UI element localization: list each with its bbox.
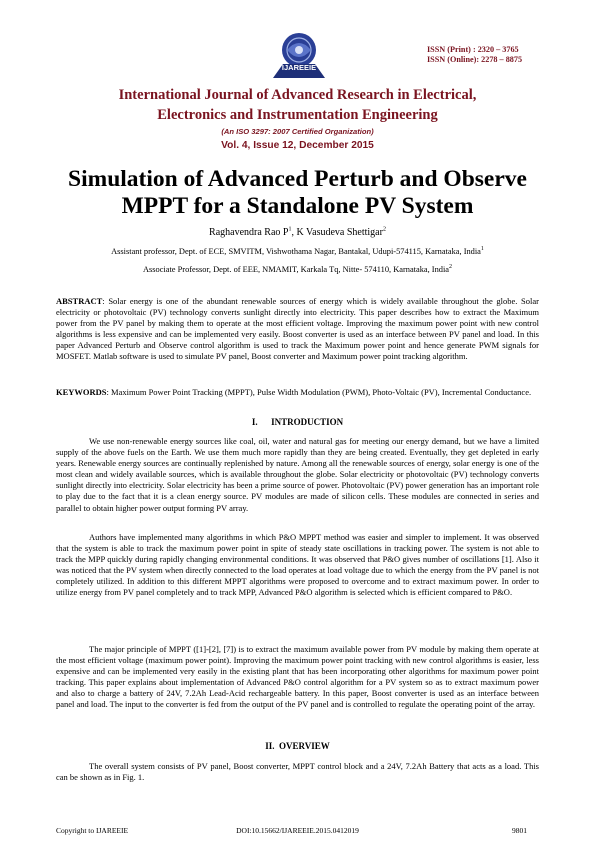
volume-issue: Vol. 4, Issue 12, December 2015 bbox=[221, 140, 374, 151]
footer-copyright: Copyright to IJAREEIE bbox=[56, 826, 129, 835]
affiliation-2-text: Associate Professor, Dept. of EEE, NMAMIT, Karkala Tq, Nitte- 574110, Karnataka, India bbox=[142, 265, 450, 274]
journal-title-line1: International Journal of Advanced Research in Electrical, bbox=[118, 87, 477, 103]
journal-title-line2: Electronics and Instrumentation Engineering bbox=[157, 107, 438, 123]
journal-logo bbox=[267, 30, 331, 80]
intro-paragraph-1: We use non-renewable energy sources like coal, oil, water and natural gas for meeting our energy demand, but we have a limited supply of the above fuels on the Earth. We use them much more rapidly than they are being created. Eventually, they get depleted in early years. Renewable energy sources are continually replenished by nature. Among all the renewable sources of energy, solar energy is one of the most clean and widely available sources, which is available throughout the globe. Solar electricity or photovoltaic (PV) technology converts sunlight directly into electricity. Solar electricity has been a prime source of power. Photovoltaic (PV) power generation has an important role to play due to the fact that it is a clean energy source. PV modules are made of silicon cells. These modules are connected in series and parallel to obtain higher power output forming PV array. bbox=[56, 436, 539, 513]
iso-certification: (An ISO 3297: 2007 Certified Organization) bbox=[221, 127, 374, 136]
author-1: Raghavendra Rao P bbox=[209, 227, 289, 238]
journal-title bbox=[40, 85, 555, 125]
author-list bbox=[0, 227, 595, 238]
issn-block bbox=[427, 45, 522, 65]
abstract bbox=[56, 296, 539, 363]
author-2-sup: 2 bbox=[382, 226, 386, 233]
affiliation-1 bbox=[0, 247, 595, 256]
author-2: , K Vasudeva Shettigar bbox=[291, 227, 383, 238]
paper-title-line1: Simulation of Advanced Perturb and Observe bbox=[68, 166, 527, 192]
affiliation-2 bbox=[0, 265, 595, 274]
issn-print: ISSN (Print) : 2320 – 3765 bbox=[427, 45, 519, 54]
intro-paragraph-3: The major principle of MPPT ([1]-[2], [7]) is to extract the maximum available power from PV module by making them operate at the most efficient voltage (maximum power point). Improving the maximum power point tracking with new control algorithms is easier, less expensive and can be implemented very easily in the existing plant that has been incorporating other algorithms for maximum power point tracking. This paper explains about implementation of Advanced P&O control algorithm for a PV system so as to extract maximum power and also to charge a battery of 24V, 7.2Ah Lead-Acid rechargeable battery. In this paper, Boost converter is used as an interface between panel and load. The input to the converter is fed from the output of the PV panel and is controlled to regulate the operating point of the array. bbox=[56, 644, 539, 710]
footer-doi: DOI:10.15662/IJAREEIE.2015.0412019 bbox=[236, 826, 359, 835]
overview-paragraph-1: The overall system consists of PV panel, Boost converter, MPPT control block and a 24V, 7.2Ah Battery that acts as a load. This can be shown as in Fig. 1. bbox=[56, 761, 539, 783]
section-heading-overview: II. OVERVIEW bbox=[265, 741, 330, 751]
abstract-text: : Solar energy is one of the abundant renewable sources of energy which is widely available throughout the globe. Solar electricity or photovoltaic (PV) technology converts sunlight directly into electricity. This paper describes how to extract the Maximum power from the PV panel by making them to operate at the most efficient voltage. Improving the maximum power point with new control algorithms is less expensive and can be implemented very easily. Boost converter is used as an interface between PV panel and load. In this paper Advanced Perturb and Observe control algorithm is used to track the Maximum power point and hence generate PWM signals for MOSFET. Matlab software is used to simulate PV panel, Boost converter and Maximum power point tracking algorithm. bbox=[56, 296, 539, 362]
section-heading-introduction: I. INTRODUCTION bbox=[251, 417, 344, 427]
paper-title bbox=[20, 166, 575, 220]
affiliation-1-text: Assistant professor, Dept. of ECE, SMVITM, Vishwothama Nagar, Bantakal, Udupi-574115, Karnataka, India bbox=[111, 247, 481, 256]
affiliation-1-sup: 1 bbox=[480, 246, 484, 253]
logo-text: IJAREEIE bbox=[281, 63, 317, 72]
keywords bbox=[56, 387, 539, 398]
abstract-label: ABSTRACT bbox=[56, 296, 103, 306]
issn-online: ISSN (Online): 2278 – 8875 bbox=[427, 55, 523, 64]
paper-title-line2: MPPT for a Standalone PV System bbox=[121, 193, 474, 219]
footer-page-number: 9801 bbox=[512, 826, 527, 835]
keywords-text: : Maximum Power Point Tracking (MPPT), Pulse Width Modulation (PWM), Photo-Voltaic (PV), Incremental Conductance. bbox=[106, 387, 532, 397]
author-1-sup: 1 bbox=[288, 226, 292, 233]
keywords-label: KEYWORDS bbox=[56, 387, 107, 397]
intro-paragraph-2: Authors have implemented many algorithms in which P&O MPPT method was easier and simpler to implement. It was observed that the system is able to track the maximum power point in spite of steady state oscillations in tracking power. The system is not able to track the MPP quickly during rapidly changing environmental conditions. It was observed that P&O gives number of oscillations [1]. Also it was noticed that the PV system when directly connected to the load operates at load voltage due to which the energy from the PV panel is not completely utilized. In addition to this different MPPT algorithms were proposed to overcome and to extract maximum power. In order to utilize energy from PV panel completely and to track MPP, Advanced P&O algorithm is selected which is efficient compared to P&O. bbox=[56, 532, 539, 598]
affiliation-2-sup: 2 bbox=[449, 264, 453, 271]
